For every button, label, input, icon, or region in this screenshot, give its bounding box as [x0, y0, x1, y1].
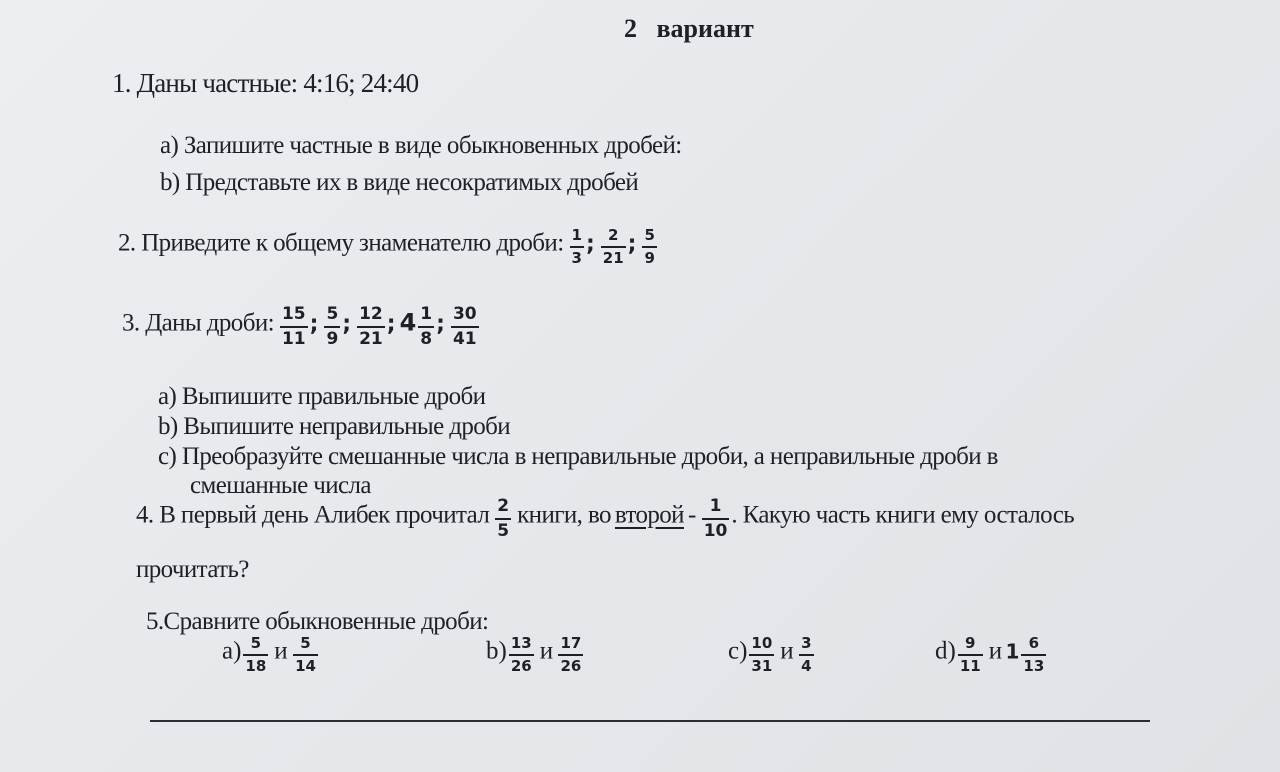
fraction: $\frac{5}{18}$ [245, 634, 267, 675]
fraction: $\frac{3}{4}$ [801, 634, 812, 675]
variant-number: 2 [624, 14, 637, 43]
task2-fraction-2: $\frac{2}{21}$ [602, 226, 624, 267]
task3-text: 3. Даны дроби: [122, 309, 274, 337]
task2-fraction-3: $\frac{5}{9}$ [644, 226, 655, 267]
task4-part2: книги, во [517, 501, 611, 529]
separator: ; [627, 231, 637, 257]
fraction: $\frac{9}{11}$ [959, 634, 981, 675]
task4-dash: - [687, 501, 696, 529]
item-label: d) [935, 637, 956, 665]
task3 [122, 306, 481, 348]
task4-fraction-1: $\frac{2}{5}$ [497, 496, 510, 541]
task5-item-a [222, 636, 320, 674]
separator: ; [436, 311, 445, 337]
task5-item-b [486, 636, 585, 674]
task3-fraction-1: $\frac{15}{11}$ [281, 304, 306, 349]
task2-text: 2. Приведите к общему знаменателю дроби: [118, 229, 564, 257]
variant-word: вариант [656, 14, 754, 43]
item-label: а) [222, 637, 242, 665]
separator: ; [585, 231, 595, 257]
task1-text: 1. Даны частные: 4:16; 24:40 [112, 68, 419, 98]
task4-part3: . Какую часть книги ему осталось [731, 501, 1074, 529]
fraction: $\frac{5}{14}$ [295, 634, 316, 675]
task3-fraction-5: $\frac{30}{41}$ [452, 304, 477, 349]
task4-fraction-2: $\frac{1}{10}$ [703, 496, 728, 541]
fraction: $\frac{13}{26}$ [510, 634, 532, 675]
separator: ; [342, 311, 352, 337]
task3-b: b) Выпишите неправильные дроби [158, 413, 511, 440]
and-word: и [780, 637, 794, 665]
task3-c-line1: с) Преобразуйте смешанные числа в неправильные дроби, а неправильные дроби в [158, 443, 998, 470]
item-label: с) [728, 637, 748, 665]
separator: ; [309, 311, 319, 337]
fraction: $\frac{10}{31}$ [751, 634, 773, 675]
task5-item-c [728, 636, 816, 674]
task1-a: а) Запишите частные в виде обыкновенных дробей: [160, 132, 682, 159]
item-label: b) [486, 637, 507, 665]
task3-mixed-whole: 4 [399, 308, 417, 337]
task3-fraction-4: $\frac{1}{8}$ [420, 304, 433, 349]
mixed-whole: 1 [1005, 639, 1020, 664]
and-word: и [539, 637, 553, 665]
task4-line2: прочитать? [136, 556, 249, 583]
task5-text: 5.Сравните обыкновенные дроби: [146, 608, 489, 635]
page-title [624, 14, 754, 44]
task2-fraction-1: $\frac{1}{3}$ [571, 226, 582, 267]
bottom-divider [150, 720, 1150, 722]
and-word: и [274, 637, 288, 665]
task1-b: b) Представьте их в виде несократимых дробей [160, 169, 639, 196]
task3-a: а) Выпишите правильные дроби [158, 383, 486, 410]
task5-item-d [935, 636, 1048, 674]
task2 [118, 228, 659, 266]
fraction: $\frac{6}{13}$ [1023, 634, 1045, 675]
task4-part1: 4. В первый день Алибек прочитал [136, 501, 490, 529]
task3-c-line2: смешанные числа [190, 472, 371, 499]
task4-underlined-word: второй [614, 501, 684, 529]
task3-fraction-2: $\frac{5}{9}$ [326, 304, 339, 349]
fraction: $\frac{17}{26}$ [560, 634, 582, 675]
and-word: и [988, 637, 1002, 665]
separator: ; [386, 311, 396, 337]
task3-fraction-3: $\frac{12}{21}$ [359, 304, 383, 349]
task4 [136, 498, 1074, 540]
